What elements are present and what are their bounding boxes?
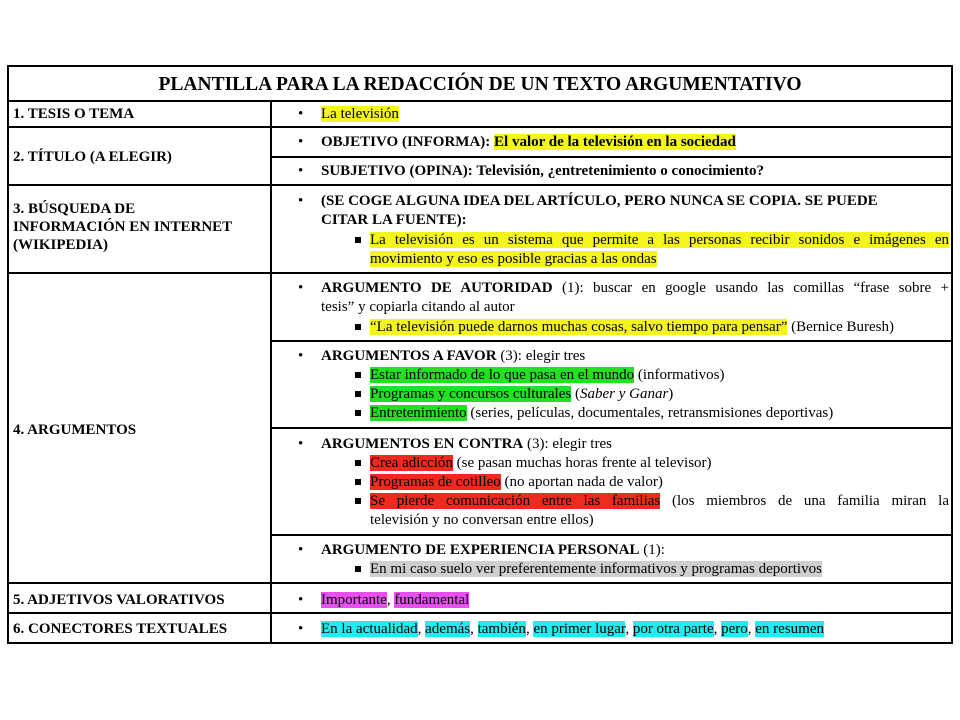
divider xyxy=(9,582,951,584)
label-argumentos: 4. ARGUMENTOS xyxy=(13,422,137,438)
square-bullet xyxy=(355,237,361,243)
titulo-subjetivo: SUBJETIVO (OPINA): Televisión, ¿entretenimiento o conocimiento? xyxy=(321,163,765,179)
square-bullet xyxy=(355,566,361,572)
bullet: • xyxy=(298,621,304,637)
bullet: • xyxy=(298,436,304,452)
square-bullet xyxy=(355,498,361,504)
contra-item-2: Programas de cotilleo (no aportan nada de valor) xyxy=(370,474,663,490)
divider xyxy=(270,156,951,158)
bullet: • xyxy=(298,193,304,209)
label-titulo: 2. TÍTULO (A ELEGIR) xyxy=(13,149,172,165)
square-bullet xyxy=(355,391,361,397)
autoridad-quote: “La televisión puede darnos muchas cosas, salvo tiempo para pensar” (Bernice Buresh) xyxy=(370,319,894,335)
busqueda-note-cont: CITAR LA FUENTE): xyxy=(321,212,467,228)
conectores-item: En la actualidad, además, también, en primer lugar, por otra parte, pero, en resumen xyxy=(321,621,824,637)
divider xyxy=(9,272,951,274)
bullet: • xyxy=(298,280,304,296)
divider xyxy=(270,340,951,342)
label-conectores: 6. CONECTORES TEXTUALES xyxy=(13,621,228,637)
titulo-objetivo: OBJETIVO (INFORMA): El valor de la televisión en la sociedad xyxy=(321,134,736,150)
bullet: • xyxy=(298,592,304,608)
adjetivos-item: Importante, fundamental xyxy=(321,592,470,608)
square-bullet xyxy=(355,460,361,466)
argumentative-text-template xyxy=(7,65,953,644)
contra-item-1: Crea adicción (se pasan muchas horas frente al televisor) xyxy=(370,455,712,471)
column-divider xyxy=(270,102,272,642)
bullet: • xyxy=(298,106,304,122)
divider xyxy=(270,427,951,429)
busqueda-quote: La televisión es un sistema que permite a las personas recibir sonidos e imágenes en xyxy=(370,232,949,248)
divider xyxy=(9,184,951,186)
autoridad-line1: ARGUMENTO DE AUTORIDAD (1): buscar en google usando las comillas “frase sobre + xyxy=(321,280,949,296)
square-bullet xyxy=(355,410,361,416)
contra-item-3-cont: televisión y no conversan entre ellos) xyxy=(370,512,594,528)
label-adjetivos: 5. ADJETIVOS VALORATIVOS xyxy=(13,592,225,608)
divider xyxy=(9,100,951,102)
favor-heading: ARGUMENTOS A FAVOR (3): elegir tres xyxy=(321,348,586,364)
autoridad-line2: tesis” y copiarla citando al autor xyxy=(321,299,515,315)
contra-item-3: Se pierde comunicación entre las familias (los miembros de una familia miran la xyxy=(370,493,949,509)
experiencia-item: En mi caso suelo ver preferentemente informativos y programas deportivos xyxy=(370,561,822,577)
busqueda-note: (SE COGE ALGUNA IDEA DEL ARTÍCULO, PERO NUNCA SE COPIA. SE PUEDE xyxy=(321,193,878,209)
favor-item-2: Programas y concursos culturales (Saber y Ganar) xyxy=(370,386,674,402)
square-bullet xyxy=(355,479,361,485)
experiencia-heading: ARGUMENTO DE EXPERIENCIA PERSONAL (1): xyxy=(321,542,665,558)
contra-heading: ARGUMENTOS EN CONTRA (3): elegir tres xyxy=(321,436,612,452)
square-bullet xyxy=(355,324,361,330)
template-title: PLANTILLA PARA LA REDACCIÓN DE UN TEXTO ARGUMENTATIVO xyxy=(158,74,802,95)
bullet: • xyxy=(298,163,304,179)
bullet: • xyxy=(298,134,304,150)
busqueda-quote-cont: movimiento y eso es posible gracias a las ondas xyxy=(370,251,657,267)
label-tesis: 1. TESIS O TEMA xyxy=(13,106,135,122)
square-bullet xyxy=(355,372,361,378)
favor-item-3: Entretenimiento (series, películas, documentales, retransmisiones deportivas) xyxy=(370,405,834,421)
bullet: • xyxy=(298,542,304,558)
divider xyxy=(9,612,951,614)
favor-item-1: Estar informado de lo que pasa en el mundo (informativos) xyxy=(370,367,725,383)
divider xyxy=(9,126,951,128)
label-busqueda: 3. BÚSQUEDA DE INFORMACIÓN EN INTERNET (WIKIPEDIA) xyxy=(13,201,233,253)
bullet: • xyxy=(298,348,304,364)
tesis-item: La televisión xyxy=(321,106,399,122)
divider xyxy=(270,534,951,536)
